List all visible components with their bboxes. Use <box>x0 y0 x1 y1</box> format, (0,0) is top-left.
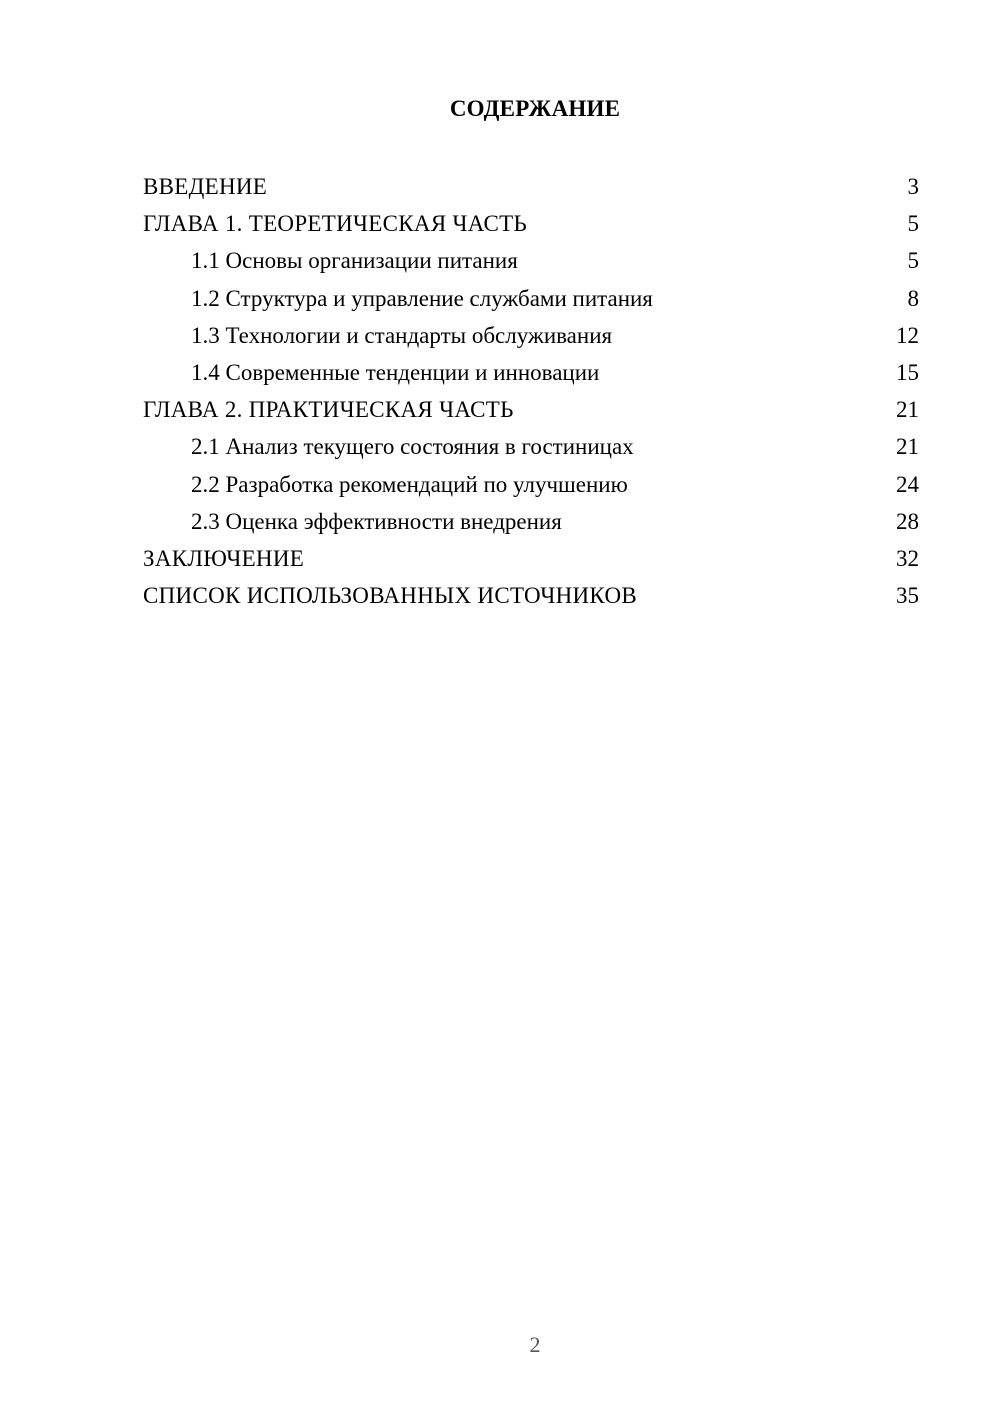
toc-entry-label: 1.3 Технологии и стандарты обслуживания <box>191 322 613 348</box>
toc-entry <box>143 391 919 428</box>
toc-subentry <box>143 428 919 465</box>
toc-entry-page: 12 <box>896 322 919 348</box>
toc-entry-page: 5 <box>907 211 919 237</box>
toc-entry-page: 5 <box>907 248 919 274</box>
toc-entry <box>143 168 919 205</box>
toc-entry-label: 1.2 Структура и управление службами питания <box>191 285 653 311</box>
toc-entry-page: 15 <box>896 359 919 385</box>
toc-entry-label: 2.2 Разработка рекомендаций по улучшению <box>191 471 628 497</box>
toc-entry-label: 1.4 Современные тенденции и инновации <box>191 359 600 385</box>
page-title: СОДЕРЖАНИЕ <box>449 96 621 121</box>
toc-entry <box>143 205 919 242</box>
toc-subentry <box>143 503 919 540</box>
toc-subentry <box>143 317 919 354</box>
toc-entry-label: 1.1 Основы организации питания <box>191 248 518 274</box>
toc-entry-page: 32 <box>896 545 919 571</box>
table-of-contents <box>143 168 919 614</box>
toc-entry-label: ВВЕДЕНИЕ <box>143 174 268 199</box>
toc-subentry <box>143 466 919 503</box>
toc-subentry <box>143 242 919 279</box>
toc-entry-label: ГЛАВА 2. ПРАКТИЧЕСКАЯ ЧАСТЬ <box>143 397 514 423</box>
toc-entry-page: 24 <box>896 471 919 497</box>
toc-entry <box>143 577 919 614</box>
toc-entry-label: ЗАКЛЮЧЕНИЕ <box>143 545 305 571</box>
page-number: 2 <box>529 1332 541 1357</box>
toc-entry-label: СПИСОК ИСПОЛЬЗОВАННЫХ ИСТОЧНИКОВ <box>143 583 638 609</box>
toc-entry-label: ГЛАВА 1. ТЕОРЕТИЧЕСКАЯ ЧАСТЬ <box>143 211 528 237</box>
toc-entry-page: 21 <box>896 397 919 423</box>
toc-subentry <box>143 280 919 317</box>
toc-entry-page: 8 <box>907 285 919 311</box>
toc-entry <box>143 540 919 577</box>
toc-entry-label: 2.1 Анализ текущего состояния в гостиницах <box>191 434 634 460</box>
toc-entry-label: 2.3 Оценка эффективности внедрения <box>191 508 562 534</box>
toc-entry-page: 35 <box>896 583 919 609</box>
toc-subentry <box>143 354 919 391</box>
toc-entry-page: 21 <box>896 434 919 460</box>
toc-entry-page: 3 <box>907 174 919 199</box>
toc-entry-page: 28 <box>896 508 919 534</box>
